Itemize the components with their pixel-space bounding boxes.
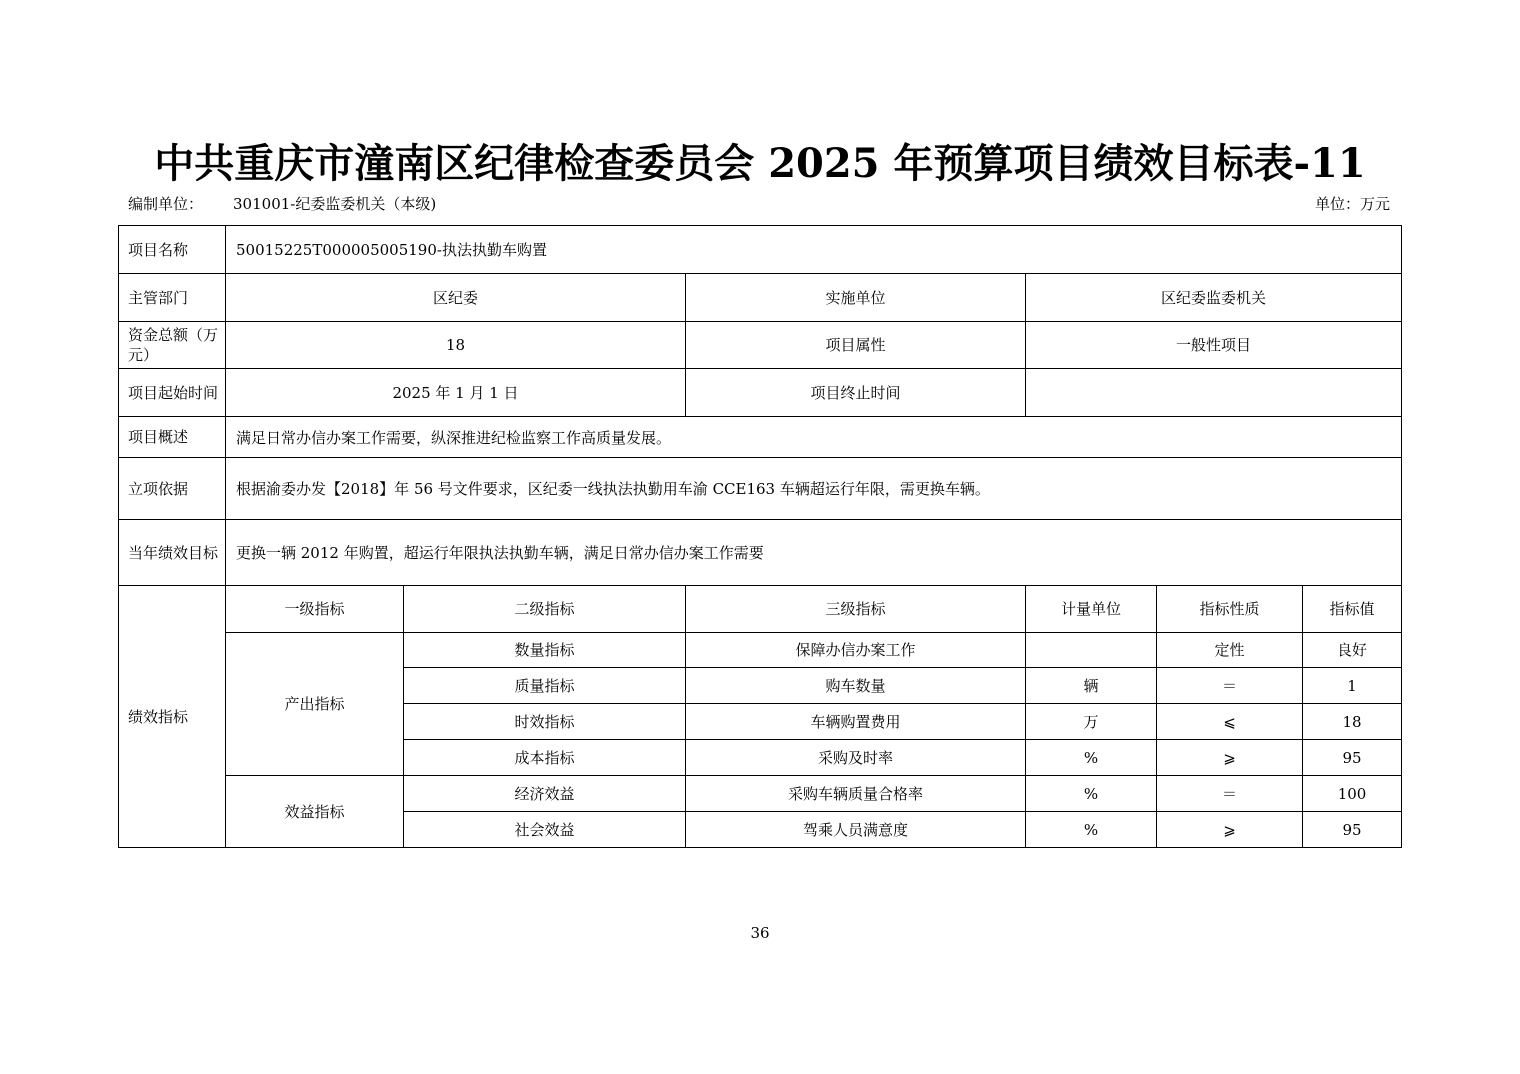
row-summary [119,417,1402,458]
goal-value: 更换一辆 2012 年购置，超运行年限执法执勤车辆，满足日常办信办案工作需要 [226,520,1402,586]
level3-cell: 购车数量 [686,668,1026,704]
start-label: 项目起始时间 [119,369,226,417]
page-number: 36 [750,924,770,942]
header-unit: 计量单位 [1026,586,1157,633]
level3-cell: 保障办信办案工作 [686,633,1026,668]
header-level1: 一级指标 [226,586,404,633]
fund-label: 资金总额（万元） [119,322,226,369]
attr-label: 项目属性 [686,322,1026,369]
nature-cell: ⩾ [1157,812,1303,848]
org-value: 301001-纪委监委机关（本级) [233,195,437,213]
level3-cell: 驾乘人员满意度 [686,812,1026,848]
impl-value: 区纪委监委机关 [1026,274,1402,322]
value-cell: 1 [1303,668,1402,704]
impl-label: 实施单位 [686,274,1026,322]
level2-cell: 经济效益 [404,776,686,812]
unit-cell: 辆 [1026,668,1157,704]
level2-cell: 社会效益 [404,812,686,848]
performance-table [118,225,1402,848]
end-value [1026,369,1402,417]
unit-cell [1026,633,1157,668]
basis-label: 立项依据 [119,458,226,520]
row-dates [119,369,1402,417]
row-goal [119,520,1402,586]
document-title: 中共重庆市潼南区纪律检查委员会 2025 年预算项目绩效目标表-11 [154,140,1366,187]
summary-label: 项目概述 [119,417,226,458]
level3-cell: 采购及时率 [686,740,1026,776]
project-name-value: 50015225T000005005190-执法执勤车购置 [226,226,1402,274]
level2-cell: 数量指标 [404,633,686,668]
level2-cell: 时效指标 [404,704,686,740]
nature-cell: ＝ [1157,668,1303,704]
nature-cell: ＝ [1157,776,1303,812]
basis-value: 根据渝委办发【2018】年 56 号文件要求，区纪委一线执法执勤用车渝 CCE163 车辆超运行年限，需更换车辆。 [226,458,1402,520]
nature-cell: ⩾ [1157,740,1303,776]
start-value: 2025 年 1 月 1 日 [226,369,686,417]
project-name-label: 项目名称 [119,226,226,274]
header-nature: 指标性质 [1157,586,1303,633]
indicator-section-label: 绩效指标 [119,586,226,848]
unit-cell: 万 [1026,704,1157,740]
level1-benefit: 效益指标 [226,776,404,848]
dept-label: 主管部门 [119,274,226,322]
org-info [128,193,436,214]
fund-value: 18 [226,322,686,369]
row-project-name [119,226,1402,274]
org-label: 编制单位： [128,195,204,213]
summary-value: 满足日常办信办案工作需要，纵深推进纪检监察工作高质量发展。 [226,417,1402,458]
header-level2: 二级指标 [404,586,686,633]
row-basis [119,458,1402,520]
dept-value: 区纪委 [226,274,686,322]
end-label: 项目终止时间 [686,369,1026,417]
value-cell: 95 [1303,740,1402,776]
indicator-row [119,633,1402,668]
nature-cell: ⩽ [1157,704,1303,740]
unit-cell: % [1026,776,1157,812]
attr-value: 一般性项目 [1026,322,1402,369]
value-cell: 良好 [1303,633,1402,668]
header-value: 指标值 [1303,586,1402,633]
row-fund [119,322,1402,369]
level3-cell: 车辆购置费用 [686,704,1026,740]
row-department [119,274,1402,322]
level2-cell: 成本指标 [404,740,686,776]
level3-cell: 采购车辆质量合格率 [686,776,1026,812]
level2-cell: 质量指标 [404,668,686,704]
indicator-header-row [119,586,1402,633]
unit-cell: % [1026,812,1157,848]
indicator-row [119,776,1402,812]
unit-cell: % [1026,740,1157,776]
header-level3: 三级指标 [686,586,1026,633]
goal-label: 当年绩效目标 [119,520,226,586]
value-cell: 100 [1303,776,1402,812]
value-cell: 18 [1303,704,1402,740]
level1-output: 产出指标 [226,633,404,776]
value-cell: 95 [1303,812,1402,848]
unit-label: 单位：万元 [1314,195,1390,213]
nature-cell: 定性 [1157,633,1303,668]
